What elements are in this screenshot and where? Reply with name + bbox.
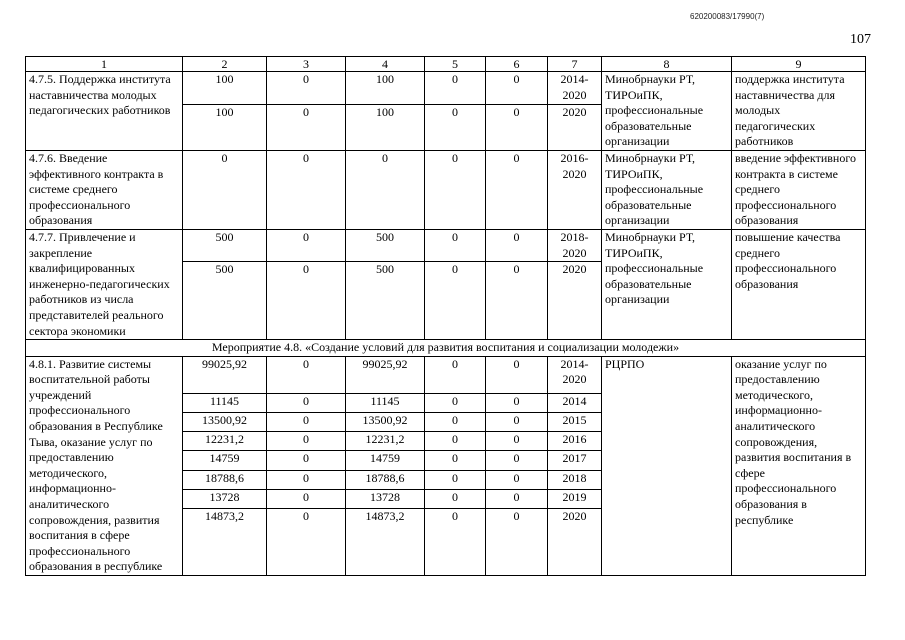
- header-cell: 2: [183, 57, 267, 72]
- cell-value: 12231,2: [346, 432, 425, 451]
- cell-value: 0: [267, 413, 346, 432]
- cell-year: 2017: [548, 451, 602, 470]
- table-row: [26, 150, 866, 229]
- cell-value: 100: [346, 104, 425, 150]
- header-cell: 7: [548, 57, 602, 72]
- program-table: [25, 56, 866, 576]
- cell-value: 500: [346, 262, 425, 340]
- expected-result: оказание услуг по предоставлению методического, информационно-аналитического сопровождения, развития воспитания в сфере профессионального образования в республике: [732, 356, 866, 575]
- cell-value: 0: [486, 413, 548, 432]
- cell-value: 99025,92: [183, 356, 267, 393]
- cell-value: 14873,2: [346, 508, 425, 575]
- cell-value: 14873,2: [183, 508, 267, 575]
- cell-value: 0: [267, 356, 346, 393]
- cell-value: 99025,92: [346, 356, 425, 393]
- cell-year: 2018: [548, 470, 602, 489]
- cell-value: 0: [486, 356, 548, 393]
- expected-result: повышение качества среднего профессионального образования: [732, 229, 866, 339]
- cell-value: 0: [425, 432, 486, 451]
- cell-year: 2018-2020: [548, 229, 602, 261]
- cell-value: 0: [425, 72, 486, 105]
- cell-value: 13500,92: [183, 413, 267, 432]
- activity-name: 4.7.6. Введение эффективного контракта в системе среднего профессионального образования: [26, 150, 183, 229]
- header-cell: 3: [267, 57, 346, 72]
- page-number: 107: [850, 32, 871, 47]
- activity-name: 4.7.5. Поддержка института наставничества молодых педагогических работников: [26, 72, 183, 151]
- cell-value: 0: [425, 356, 486, 393]
- executor: РЦРПО: [602, 356, 732, 575]
- cell-value: 500: [183, 262, 267, 340]
- header-cell: 6: [486, 57, 548, 72]
- cell-value: 0: [486, 393, 548, 412]
- header-cell: 1: [26, 57, 183, 72]
- cell-value: 0: [267, 262, 346, 340]
- header-cell: 5: [425, 57, 486, 72]
- cell-value: 0: [267, 451, 346, 470]
- cell-value: 0: [425, 150, 486, 229]
- cell-value: 0: [267, 470, 346, 489]
- cell-value: 13728: [346, 489, 425, 508]
- cell-value: 0: [346, 150, 425, 229]
- cell-value: 0: [486, 150, 548, 229]
- header-cell: 4: [346, 57, 425, 72]
- header-cell: 9: [732, 57, 866, 72]
- executor: Минобрнауки РТ, ТИРОиПК, профессиональные образовательные организации: [602, 72, 732, 151]
- executor: Минобрнауки РТ, ТИРОиПК, профессиональные образовательные организации: [602, 229, 732, 339]
- header-row: [26, 57, 866, 72]
- cell-value: 0: [267, 508, 346, 575]
- cell-value: 0: [425, 489, 486, 508]
- cell-value: 100: [183, 72, 267, 105]
- activity-name: 4.7.7. Привлечение и закрепление квалифицированных инженерно-педагогических работников из числа представителей реального сектора экономики: [26, 229, 183, 339]
- table-row: [26, 229, 866, 261]
- cell-value: 100: [346, 72, 425, 105]
- cell-year: 2014-2020: [548, 72, 602, 105]
- executor: Минобрнауки РТ, ТИРОиПК, профессиональные образовательные организации: [602, 150, 732, 229]
- cell-value: 0: [486, 508, 548, 575]
- header-cell: 8: [602, 57, 732, 72]
- cell-value: 14759: [183, 451, 267, 470]
- cell-value: 18788,6: [183, 470, 267, 489]
- expected-result: поддержка института наставничества для молодых педагогических работников: [732, 72, 866, 151]
- cell-value: 0: [425, 229, 486, 261]
- cell-value: 0: [267, 489, 346, 508]
- cell-value: 0: [425, 104, 486, 150]
- cell-value: 0: [425, 451, 486, 470]
- cell-year: 2016: [548, 432, 602, 451]
- activity-name: 4.8.1. Развитие системы воспитательной работы учреждений профессионального образования в Республике Тыва, оказание услуг по предоставлению методического, информационно-аналитического сопровождения, развития воспитания в сфере профессионального образования в республике: [26, 356, 183, 575]
- cell-value: 0: [486, 229, 548, 261]
- cell-value: 500: [183, 229, 267, 261]
- cell-value: 18788,6: [346, 470, 425, 489]
- cell-value: 0: [267, 432, 346, 451]
- cell-value: 14759: [346, 451, 425, 470]
- cell-value: 11145: [183, 393, 267, 412]
- cell-value: 0: [486, 72, 548, 105]
- table-row: [26, 356, 866, 393]
- cell-year: 2020: [548, 262, 602, 340]
- cell-value: 0: [425, 413, 486, 432]
- cell-value: 0: [267, 150, 346, 229]
- cell-year: 2020: [548, 104, 602, 150]
- section-title: Мероприятие 4.8. «Создание условий для развития воспитания и социализации молодежи»: [26, 340, 866, 357]
- cell-value: 0: [486, 470, 548, 489]
- cell-value: 500: [346, 229, 425, 261]
- cell-value: 0: [486, 432, 548, 451]
- cell-value: 0: [183, 150, 267, 229]
- cell-value: 0: [425, 393, 486, 412]
- cell-value: 13728: [183, 489, 267, 508]
- cell-value: 0: [486, 489, 548, 508]
- cell-value: 0: [486, 451, 548, 470]
- cell-year: 2016-2020: [548, 150, 602, 229]
- section-row: [26, 340, 866, 357]
- cell-value: 12231,2: [183, 432, 267, 451]
- cell-value: 13500,92: [346, 413, 425, 432]
- cell-value: 0: [267, 393, 346, 412]
- cell-value: 0: [267, 72, 346, 105]
- cell-value: 11145: [346, 393, 425, 412]
- cell-value: 0: [486, 262, 548, 340]
- cell-year: 2015: [548, 413, 602, 432]
- cell-value: 0: [486, 104, 548, 150]
- cell-year: 2014: [548, 393, 602, 412]
- expected-result: введение эффективного контракта в системе среднего профессионального образования: [732, 150, 866, 229]
- cell-value: 0: [267, 104, 346, 150]
- cell-year: 2019: [548, 489, 602, 508]
- cell-value: 0: [425, 470, 486, 489]
- cell-value: 0: [425, 508, 486, 575]
- cell-year: 2020: [548, 508, 602, 575]
- cell-value: 0: [267, 229, 346, 261]
- cell-value: 100: [183, 104, 267, 150]
- document-id: 620200083/17990(7): [690, 12, 765, 21]
- table-row: [26, 72, 866, 105]
- cell-value: 0: [425, 262, 486, 340]
- cell-year: 2014-2020: [548, 356, 602, 393]
